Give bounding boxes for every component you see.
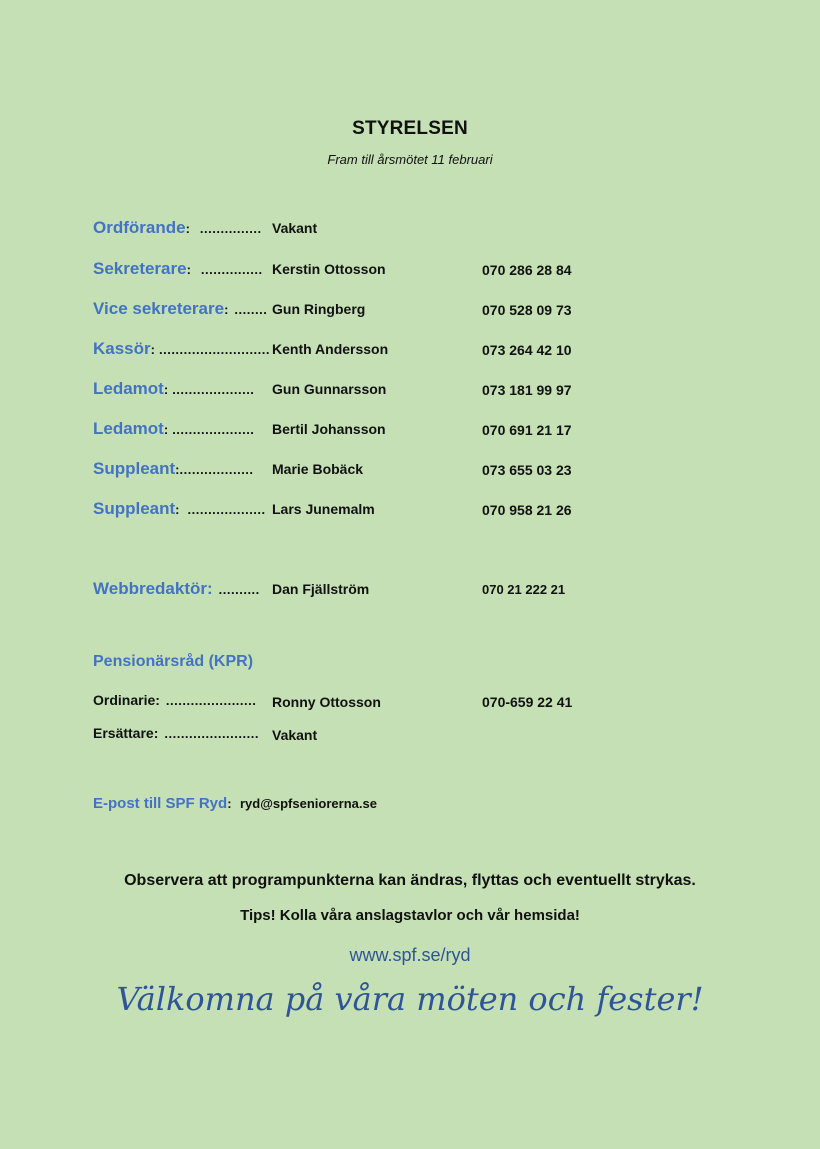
member-phone: 070 21 222 21 [482, 582, 566, 597]
role-label: Kassör [93, 339, 151, 358]
member-name: Kenth Andersson [272, 341, 389, 357]
role-label: Ledamot [93, 379, 164, 398]
member-name: Gun Gunnarsson [272, 381, 387, 397]
welcome-message: Välkomna på våra möten och fester! [116, 980, 704, 1018]
email-label: E-post till SPF Ryd [93, 795, 228, 812]
role-label: Vice sekreterare [93, 299, 225, 318]
member-name: Lars Junemalm [272, 501, 375, 517]
member-name: Gun Ringberg [272, 301, 366, 317]
member-phone: 070 958 21 26 [482, 502, 572, 518]
role-label: Ordförande [93, 218, 186, 237]
page-title: STYRELSEN [352, 118, 468, 139]
document-page: STYRELSEN Fram till årsmötet 11 februari Ordförande: ............... Vakant Sekreterare: ............... Kerstin Ottosson 070 286 28 84 Vice sekreterare: ........ Gun Ringberg 070 528 09 73 Kassör: ........................... Kenth Andersson 073 264 42 10 Ledamot: .................... Gun Gunnarsson 073 181 99 97 Ledamot: .................... Bertil Johansson 070 691 21 17 Suppleant:.................. Marie Bobäck 073 655 03 23 Suppleant: ................... Lars Junemalm 070 958 21 26 Webbredaktör: .......... Dan Fjällström 070 21 222 21 Pensionärsråd (KPR) Ordinarie: ...................... Ronny Ottosson 070-659 22 41 Ersättare: ....................... Vakant E-post till SPF Ryd: ryd@spfseniorerna.se Observera att programpunkterna kan ändras, flyttas och eventuellt strykas. Tips! Kolla våra anslagstavlor och vår hemsida! www.spf.se/ryd Välkomna på våra möten och fester! [0, 0, 820, 1149]
member-name: Dan Fjällström [272, 581, 370, 597]
role-label: Suppleant [93, 499, 176, 518]
role-label: Ordinarie: [93, 692, 160, 708]
role-label: Ersättare: [93, 725, 159, 741]
email-link[interactable]: ryd@spfseniorerna.se [239, 796, 377, 811]
role-label: Suppleant [93, 459, 176, 478]
member-name: Marie Bobäck [272, 461, 364, 477]
member-phone: 070-659 22 41 [482, 694, 573, 710]
member-phone: 070 691 21 17 [482, 422, 572, 438]
member-phone: 070 528 09 73 [482, 302, 572, 318]
member-phone: 070 286 28 84 [482, 262, 572, 278]
member-name: Vakant [272, 727, 318, 743]
page-subtitle: Fram till årsmötet 11 februari [327, 152, 493, 167]
kpr-heading: Pensionärsråd (KPR) [93, 653, 254, 670]
role-label: Webbredaktör: [93, 579, 213, 598]
email-row: E-post till SPF Ryd: ryd@spfseniorerna.se [93, 795, 377, 812]
member-phone: 073 655 03 23 [482, 462, 572, 478]
notice-text: Observera att programpunkterna kan ändras, flyttas och eventuellt strykas. [124, 872, 696, 889]
tips-text: Tips! Kolla våra anslagstavlor och vår hemsida! [240, 907, 580, 924]
member-name: Ronny Ottosson [272, 694, 381, 710]
member-name: Bertil Johansson [272, 421, 386, 437]
member-phone: 073 264 42 10 [482, 342, 572, 358]
member-name: Vakant [272, 220, 318, 236]
role-label: Ledamot [93, 419, 164, 438]
website-link[interactable]: www.spf.se/ryd [349, 945, 471, 965]
member-phone: 073 181 99 97 [482, 382, 572, 398]
member-name: Kerstin Ottosson [272, 261, 386, 277]
role-label: Sekreterare [93, 259, 187, 278]
